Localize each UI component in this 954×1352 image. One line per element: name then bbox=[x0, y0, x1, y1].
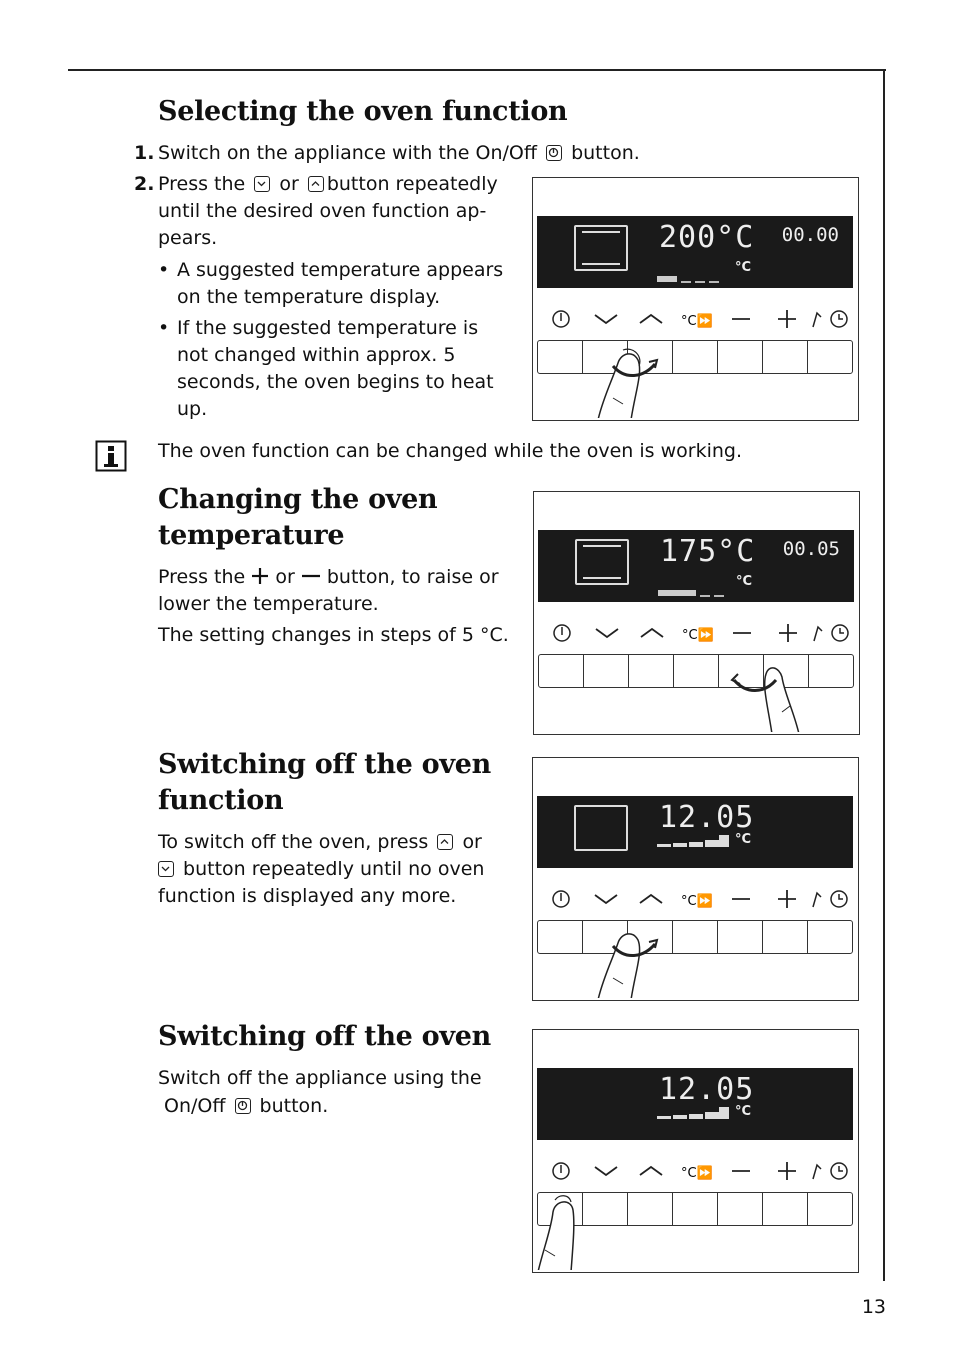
heading-off-function-l2: function bbox=[158, 785, 284, 816]
on-off-icon bbox=[553, 891, 569, 907]
offoven-line-2: On/Off button. bbox=[164, 1095, 329, 1117]
heat-indicator-bar bbox=[657, 832, 729, 846]
change-line-3: The setting changes in steps of 5 °C. bbox=[158, 624, 509, 646]
panel-icons-row bbox=[537, 306, 853, 332]
step-2-line-2: until the desired oven function ap- bbox=[158, 200, 487, 222]
clock-icon bbox=[814, 625, 848, 641]
fast-heat-icon: °C⏩ bbox=[681, 894, 713, 909]
on-off-icon bbox=[554, 625, 570, 641]
clock-icon bbox=[813, 1163, 847, 1179]
heat-indicator-bar bbox=[658, 582, 730, 590]
unit-label: °C bbox=[735, 260, 752, 275]
bullet-2-line-4: up. bbox=[177, 398, 208, 420]
fast-heat-icon: °C⏩ bbox=[681, 314, 713, 329]
minus-icon bbox=[301, 567, 321, 585]
chevron-down-icon bbox=[254, 176, 270, 192]
chevron-up-icon bbox=[640, 315, 662, 323]
chevron-up-icon bbox=[640, 1167, 662, 1175]
offoven-line-1: Switch off the appliance using the bbox=[158, 1067, 482, 1089]
change-line-1: Press the or button, to raise or bbox=[158, 566, 499, 588]
info-icon bbox=[95, 440, 127, 472]
step-number-1: 1. bbox=[134, 142, 155, 164]
plus-icon bbox=[778, 310, 796, 328]
step-number-2: 2. bbox=[134, 173, 155, 195]
offfunc-line-2: button repeatedly until no oven bbox=[158, 856, 484, 883]
chevron-up-icon bbox=[437, 834, 453, 850]
page-number: 13 bbox=[861, 1296, 886, 1318]
temperature-readout: 175°C bbox=[660, 534, 756, 569]
oven-function-frame bbox=[574, 805, 628, 851]
heading-switching-off-oven: Switching off the oven bbox=[158, 1021, 491, 1052]
top-rule bbox=[68, 69, 886, 71]
finger-press-illustration bbox=[563, 338, 673, 418]
on-off-icon bbox=[546, 145, 562, 161]
heading-changing-temperature-l2: temperature bbox=[158, 520, 345, 551]
finger-press-illustration bbox=[563, 918, 673, 998]
chevron-down-icon bbox=[595, 895, 617, 903]
bullet-2-line-3: seconds, the oven begins to heat bbox=[177, 371, 494, 393]
bullet-1-line-2: on the temperature display. bbox=[177, 286, 441, 308]
step-1-text: Switch on the appliance with the On/Off button. bbox=[158, 142, 640, 164]
clock-icon bbox=[813, 311, 847, 327]
oven-function-frame bbox=[574, 225, 628, 271]
display-screen bbox=[538, 530, 854, 602]
display-screen bbox=[537, 796, 853, 868]
bullet-2-line-2: not changed within approx. 5 bbox=[177, 344, 456, 366]
unit-label: °C bbox=[736, 574, 753, 589]
chevron-down-icon bbox=[158, 861, 174, 877]
right-rule bbox=[883, 69, 885, 1281]
chevron-up-icon bbox=[640, 895, 662, 903]
fast-heat-icon: °C⏩ bbox=[681, 1166, 713, 1181]
control-panel-figure-3 bbox=[532, 757, 859, 1001]
heat-indicator-bar bbox=[657, 1104, 729, 1118]
bullet-2-mark: • bbox=[158, 317, 170, 339]
control-panel-figure-2 bbox=[533, 491, 860, 735]
chevron-up-icon bbox=[641, 629, 663, 637]
unit-label: °C bbox=[735, 1104, 752, 1119]
finger-press-illustration bbox=[533, 1190, 613, 1270]
panel-icons-row bbox=[538, 620, 854, 646]
time-readout: 00.05 bbox=[782, 538, 840, 560]
info-note: The oven function can be changed while the oven is working. bbox=[158, 440, 742, 462]
chevron-up-icon bbox=[308, 176, 324, 192]
clock-readout: 12.05 bbox=[659, 1072, 755, 1107]
heading-selecting-oven-function: Selecting the oven function bbox=[158, 96, 568, 127]
oven-function-frame bbox=[575, 539, 629, 585]
clock-icon bbox=[813, 891, 847, 907]
display-screen bbox=[537, 216, 853, 288]
clock-readout: 12.05 bbox=[659, 800, 755, 835]
control-panel-figure-1 bbox=[532, 177, 859, 421]
control-panel-figure-4 bbox=[532, 1029, 859, 1273]
bullet-1-line-1: A suggested temperature appears bbox=[177, 259, 504, 281]
display-screen bbox=[537, 1068, 853, 1140]
fast-heat-icon: °C⏩ bbox=[682, 628, 714, 643]
chevron-down-icon bbox=[595, 315, 617, 323]
on-off-icon bbox=[553, 1163, 569, 1179]
heading-off-function-l1: Switching off the oven bbox=[158, 749, 491, 780]
unit-label: °C bbox=[735, 832, 752, 847]
panel-icons-row bbox=[537, 886, 853, 912]
temperature-readout: 200°C bbox=[659, 220, 755, 255]
finger-press-illustration bbox=[724, 652, 834, 732]
offfunc-line-3: function is displayed any more. bbox=[158, 885, 457, 907]
bullet-1-mark: • bbox=[158, 259, 170, 281]
heat-indicator-bar bbox=[657, 268, 729, 276]
chevron-down-icon bbox=[595, 1167, 617, 1175]
offfunc-line-1: To switch off the oven, press or bbox=[158, 831, 482, 853]
step-2-line-3: pears. bbox=[158, 227, 218, 249]
heading-changing-temperature-l1: Changing the oven bbox=[158, 484, 438, 515]
panel-icons-row bbox=[537, 1158, 853, 1184]
plus-icon bbox=[778, 890, 796, 908]
on-off-icon bbox=[553, 311, 569, 327]
on-off-icon bbox=[235, 1098, 251, 1114]
step-2-line-1: Press the or button repeatedly bbox=[158, 173, 498, 195]
plus-icon bbox=[251, 567, 269, 585]
plus-icon bbox=[779, 624, 797, 642]
bullet-2-line-1: If the suggested temperature is bbox=[177, 317, 479, 339]
chevron-down-icon bbox=[596, 629, 618, 637]
change-line-2: lower the temperature. bbox=[158, 593, 379, 615]
time-readout: 00.00 bbox=[781, 224, 839, 246]
plus-icon bbox=[778, 1162, 796, 1180]
